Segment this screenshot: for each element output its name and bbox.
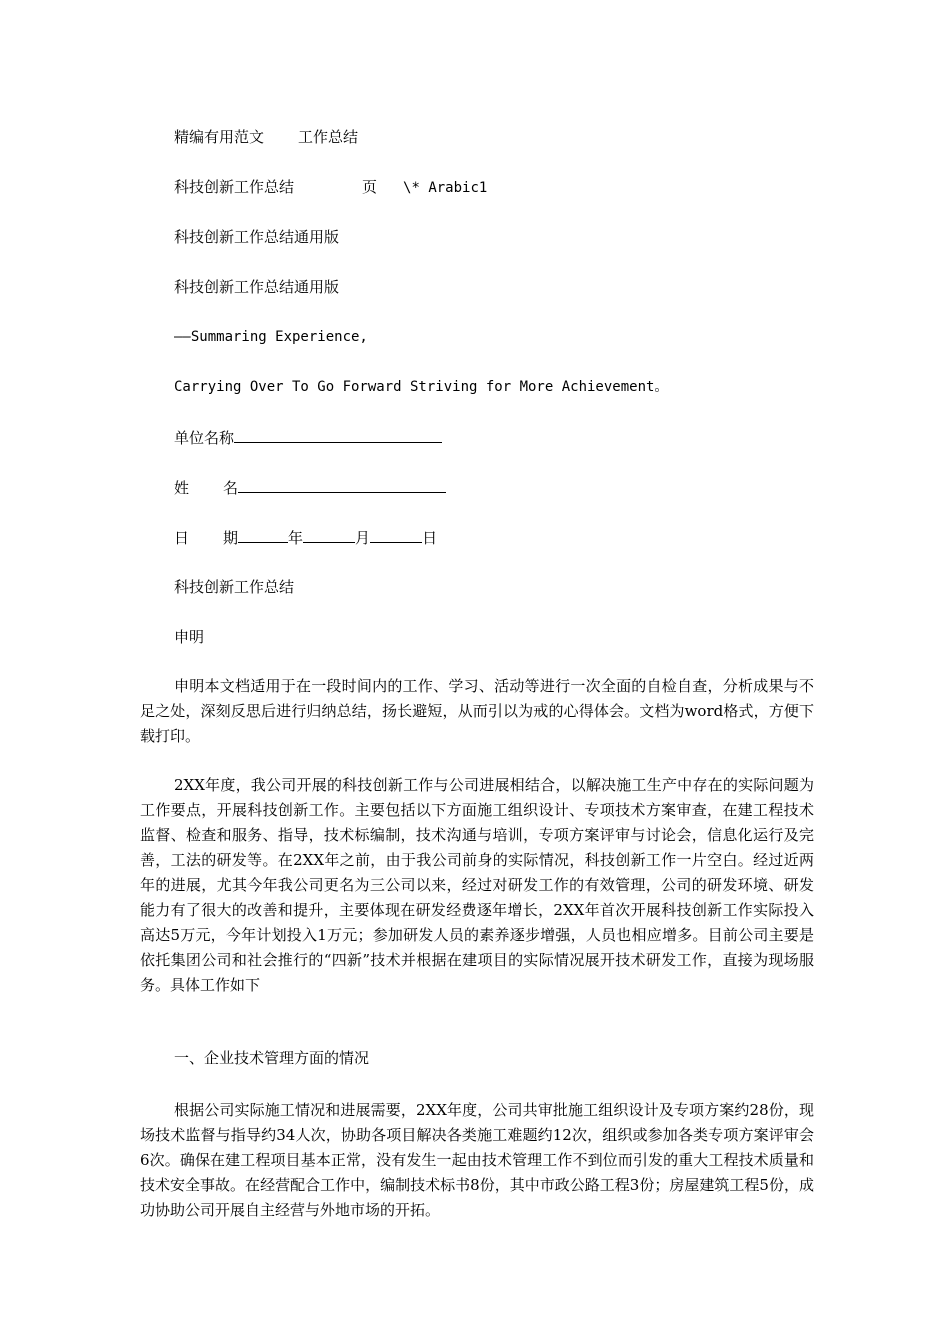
- name-label-a: 姓: [174, 479, 190, 497]
- date-year-label: 年: [288, 529, 304, 547]
- header-left-text: 精编有用范文: [174, 128, 265, 146]
- page-label: 页: [362, 178, 378, 196]
- header-line: [174, 127, 358, 147]
- page-field-code: \* Arabic1: [403, 180, 488, 196]
- section-1-paragraph: 根据公司实际施工情况和进展需要，2XX年度，公司共审批施工组织设计及专项方案约28份，现场技术监督与指导约34人次，协助各项目解决各类施工难题约12次，组织或参加各类专项方案评审会6次。确保在建工程项目基本正常，没有发生一起由技术管理工作不到位而引发的重大工程技术质量和技术安全事故。在经营配合工作中，编制技术标书8份，其中市政公路工程3份；房屋建筑工程5份，成功协助公司开展自主经营与外地市场的开拓。: [140, 1101, 814, 1219]
- date-field: [174, 527, 437, 548]
- name-label-b: 名: [223, 479, 239, 497]
- month-blank: [303, 527, 355, 543]
- intro-paragraph: 2XX年度，我公司开展的科技创新工作与公司进展相结合，以解决施工生产中存在的实际问题为工作要点，开展科技创新工作。主要包括以下方面施工组织设计、专项技术方案审查，在建工程技术监督、检查和服务、指导，技术标编制，技术沟通与培训，专项方案评审与讨论会，信息化运行及完善，工法的研发等。在2XX年之前，由于我公司前身的实际情况，科技创新工作一片空白。经过近两年的进展，尤其今年我公司更名为三公司以来，经过对研发工作的有效管理，公司的研发环境、研发能力有了很大的改善和提升，主要体现在研发经费逐年增长，2XX年首次开展科技创新工作实际投入高达5万元，今年计划投入1万元；参加研发人员的素养逐步增强，人员也相应增多。目前公司主要是依托集团公司和社会推行的“四新”技术并根据在建项目的实际情况展开技术研发工作，直接为现场服务。具体工作如下: [140, 776, 814, 994]
- cover-title-2: 科技创新工作总结通用版: [174, 278, 340, 296]
- date-label-b: 期: [223, 529, 239, 547]
- date-label-a: 日: [174, 529, 190, 547]
- section-heading-1: 一、企业技术管理方面的情况: [174, 1049, 370, 1067]
- name-blank: [238, 477, 446, 493]
- unit-name-blank: [234, 427, 442, 443]
- cover-subtitle-1: ——Summaring Experience,: [174, 329, 368, 345]
- header-title: 科技创新工作总结: [174, 178, 295, 196]
- section-title: 科技创新工作总结: [174, 578, 295, 596]
- statement-paragraph: 申明本文档适用于在一段时间内的工作、学习、活动等进行一次全面的自检自查，分析成果与不足之处，深刻反思后进行归纳总结，扬长避短，从而引以为戒的心得体会。文档为word格式，方便下载打印。: [140, 677, 814, 745]
- date-day-label: 日: [422, 529, 438, 547]
- statement-heading: 申明: [174, 628, 205, 646]
- header-title-line: [174, 177, 487, 198]
- header-right-text: 工作总结: [298, 128, 359, 146]
- unit-name-label: 单位名称: [174, 429, 235, 447]
- date-month-label: 月: [355, 529, 371, 547]
- cover-title-1: 科技创新工作总结通用版: [174, 228, 340, 246]
- year-blank: [238, 527, 288, 543]
- cover-subtitle-2: Carrying Over To Go Forward Striving for More Achievement。: [174, 379, 669, 395]
- unit-name-field: [174, 427, 442, 448]
- name-field: [174, 477, 446, 498]
- day-blank: [370, 527, 422, 543]
